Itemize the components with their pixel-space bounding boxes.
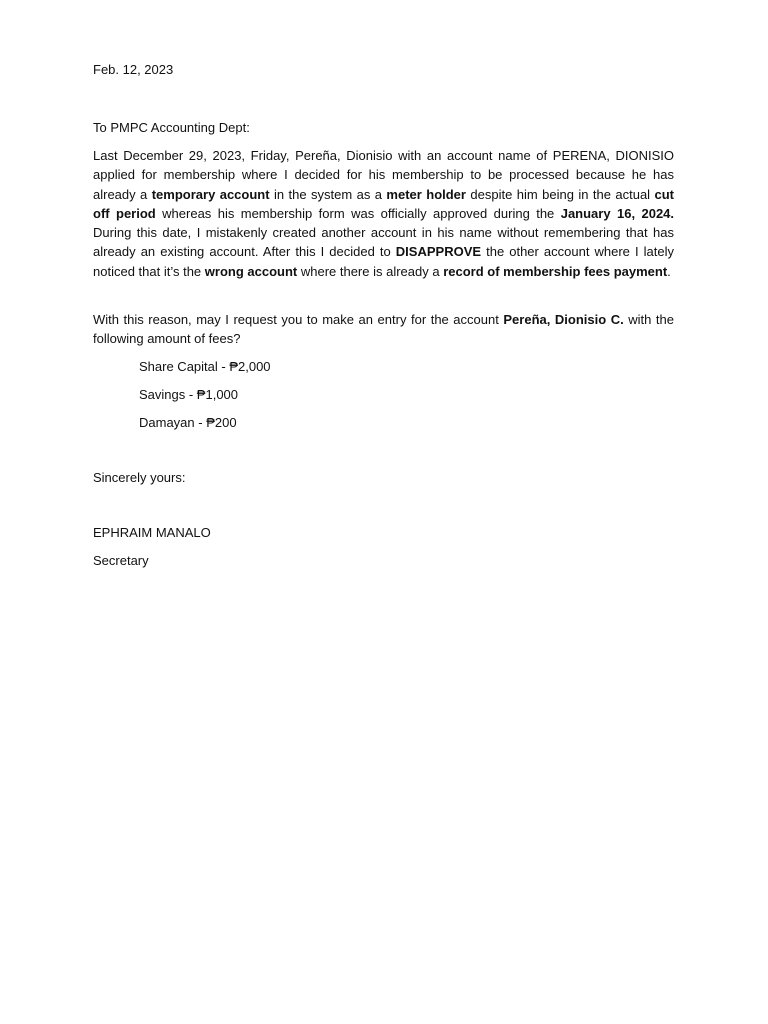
emphasized-text: January 16, 2024.: [560, 205, 675, 221]
emphasized-text: cut off period: [93, 186, 674, 221]
letter-closing: Sincerely yours:: [93, 470, 186, 485]
emphasized-text: record of membership fees payment: [443, 263, 668, 279]
letter-salutation: To PMPC Accounting Dept:: [93, 120, 250, 135]
letter-date: Feb. 12, 2023: [93, 62, 174, 77]
signatory-name: EPHRAIM MANALO: [93, 525, 211, 540]
signatory-title: Secretary: [93, 553, 149, 568]
fee-item-savings: Savings - ₱1,000: [139, 387, 239, 402]
fee-item-share-capital: Share Capital - ₱2,000: [139, 359, 271, 374]
letter-body-paragraph-2: With this reason, may I request you to make an entry for the account Pereña, Dionisio C. with the following amount of fees?: [93, 312, 674, 347]
fee-item-damayan: Damayan - ₱200: [139, 415, 237, 430]
emphasized-text: Pereña, Dionisio C.: [503, 312, 624, 327]
emphasized-text: temporary account: [151, 186, 270, 202]
letter-body-paragraph-1: Last December 29, 2023, Friday, Pereña, Dionisio with an account name of PERENA, DIONISIO applied for membership where I decided for his membership to be processed because he has already a temporary account in the system as a meter holder despite him being in the actual cut off period whereas his membership form was officially approved during the January 16, 2024. During this date, I mistakenly created another account in his name without remembering that has already an existing account. After this I decided to DISAPPROVE the other account where I lately noticed that it’s the wrong account where there is already a record of membership fees payment.: [93, 148, 675, 279]
emphasized-text: wrong account: [204, 263, 298, 279]
emphasized-text: DISAPPROVE: [395, 244, 482, 260]
emphasized-text: meter holder: [386, 186, 466, 202]
